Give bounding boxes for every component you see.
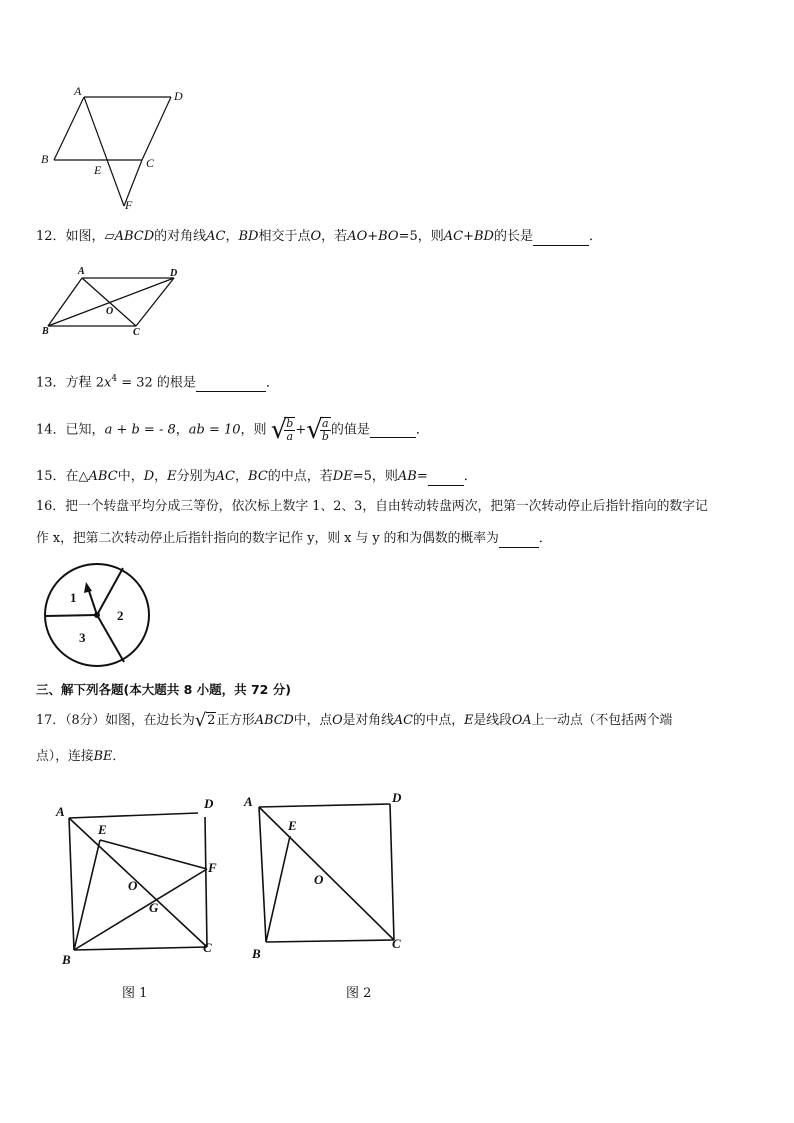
q15-text: = <box>416 469 428 484</box>
label-b: B <box>62 952 71 967</box>
q15-bc: BC <box>248 469 268 484</box>
question-number: 17． <box>36 713 66 728</box>
q12-text: =5，则 <box>398 229 444 244</box>
label-c: C <box>133 327 140 338</box>
q17-text: 正方形 <box>216 713 255 728</box>
label-o: O <box>128 878 138 893</box>
question-17-line1: 17．（8分）如图，在边长为√2正方形ABCD中，点O是对角线AC的中点，E是线段OA上一动点（不包括两个端 <box>36 710 673 731</box>
q12-ac: AC <box>206 229 226 244</box>
spinner-svg <box>42 562 154 670</box>
label-c: C <box>146 156 155 170</box>
q15-de: DE <box>332 469 353 484</box>
label-g: G <box>149 900 159 915</box>
sqrt-radicand: 2 <box>207 713 216 728</box>
label-f: F <box>125 198 133 212</box>
q12-text: 的长是 <box>493 229 533 244</box>
label-c: C <box>392 936 401 951</box>
question-number: 13． <box>36 375 66 391</box>
condition-sum: a + b = - 8 <box>104 422 176 438</box>
label-c: C <box>203 940 212 955</box>
label-a: A <box>78 266 85 277</box>
parallelogram-symbol: ▱ <box>104 229 115 244</box>
q17-ac: AC <box>393 713 413 728</box>
q12-text: 相交于点 <box>258 229 311 244</box>
question-14 <box>36 412 429 452</box>
figure-parallelogram-o-svg <box>40 266 190 342</box>
label-o: O <box>314 872 324 887</box>
q17-abcd: ABCD <box>254 713 294 728</box>
section-heading: 三、解下列各题(本大题共 8 小题，共 72 分) <box>36 682 291 697</box>
figure-2-caption: 图 2 <box>346 986 372 1001</box>
fraction-numerator: a <box>320 418 331 431</box>
q15-text: ， <box>154 469 168 484</box>
q17-text: 是对角线 <box>342 713 394 728</box>
q17-oa: OA <box>511 713 532 728</box>
q17-text: 是线段 <box>473 713 512 728</box>
fraction-denominator: a <box>286 429 294 443</box>
label-b: B <box>42 326 49 337</box>
question-number: 15． <box>36 469 66 484</box>
label-b: B <box>252 946 261 961</box>
q12-abcd: ABCD <box>114 229 155 244</box>
equation-var: x <box>103 375 112 391</box>
q12-bd: BD <box>238 229 259 244</box>
label-a: A <box>56 804 65 819</box>
q15-ac: AC <box>215 469 236 484</box>
q16-text: 作 x，把第二次转动停止后指针指向的数字记作 y，则 x 与 y 的和为偶数的概率为 <box>36 531 499 546</box>
q15-end: ． <box>463 469 477 484</box>
question-16-line2 <box>36 530 552 548</box>
plus-sign: + <box>295 422 307 438</box>
q17-be: BE <box>93 749 113 764</box>
q12-expr2: AC+BD <box>443 229 494 244</box>
q12-text: 如图， <box>65 229 105 244</box>
answer-blank[interactable] <box>499 533 539 548</box>
answer-blank[interactable] <box>196 377 266 392</box>
q13-text: 方程 <box>65 375 92 391</box>
q12-text: ， <box>225 229 239 244</box>
label-e: E <box>94 163 102 177</box>
sqrt-b-over-a: √ $\frac{b}{a}$ <box>270 414 294 445</box>
q16-text: 把一个转盘平均分成三等份，依次标上数字 1、2、3，自由转动转盘两次，把第一次转动停止后指针指向的数字记 <box>65 499 708 514</box>
label-e: E <box>288 818 297 833</box>
spinner-figure <box>42 562 154 670</box>
q15-text: 中， <box>117 469 144 484</box>
q14-text: ，则 <box>240 422 267 438</box>
question-number: 14． <box>36 422 66 438</box>
figure-parallelogram-o <box>40 266 190 342</box>
question-12 <box>36 228 602 246</box>
q17-text: ． <box>112 749 126 764</box>
q12-o: O <box>310 229 322 244</box>
label-d: D <box>174 89 183 103</box>
q15-e: E <box>167 469 177 484</box>
answer-blank[interactable] <box>370 423 416 438</box>
q16-end: ． <box>538 531 552 546</box>
q15-abc: ABC <box>88 469 118 484</box>
q14-end: ． <box>415 422 429 438</box>
question-16-line1 <box>36 498 708 516</box>
question-number: 12． <box>36 229 66 244</box>
figure-1-caption: 图 1 <box>122 986 148 1001</box>
label-e: E <box>98 822 107 837</box>
q17-text: 点），连接 <box>36 749 94 764</box>
fraction-denominator: b <box>321 429 329 443</box>
q14-text: 已知， <box>65 422 105 438</box>
q17-text: 中，点 <box>293 713 333 728</box>
q13-end: ． <box>265 375 279 391</box>
answer-blank[interactable] <box>428 471 464 486</box>
q15-text: =5，则 <box>352 469 398 484</box>
label-o: O <box>106 306 114 317</box>
spinner-label-2: 2 <box>117 608 124 623</box>
label-d: D <box>204 796 214 811</box>
q15-text: 分别为 <box>176 469 216 484</box>
sqrt-a-over-b: √ $\frac{a}{b}$ <box>306 414 329 445</box>
q17-o: O <box>332 713 343 728</box>
question-number: 16． <box>36 499 66 514</box>
equation-exponent: 4 <box>111 374 118 384</box>
q15-text: 的中点，若 <box>267 469 333 484</box>
q14-text: ， <box>175 422 189 438</box>
label-d: D <box>170 268 178 279</box>
question-15 <box>36 468 477 486</box>
q15-ab: AB <box>397 469 417 484</box>
q14-text: 的值是 <box>330 422 370 438</box>
q15-text: 在△ <box>65 469 89 484</box>
spinner-label-1: 1 <box>70 590 77 605</box>
q12-expr1: AO+BO <box>347 229 399 244</box>
fraction-numerator: b <box>286 416 294 430</box>
label-d: D <box>392 790 402 805</box>
q13-text: 的根是 <box>156 375 196 391</box>
figure-square-1 <box>52 792 232 972</box>
answer-blank[interactable] <box>533 231 589 246</box>
label-f: F <box>208 860 217 875</box>
equation-rhs: = 32 <box>117 375 153 391</box>
q17-text: 的中点， <box>412 713 465 728</box>
q17-e: E <box>464 713 474 728</box>
q15-d: D <box>143 469 155 484</box>
spinner-label-3: 3 <box>79 630 86 645</box>
question-13 <box>36 370 279 392</box>
q17-text: 上一动点（不包括两个端 <box>531 713 673 728</box>
figure-parallelogram-ef <box>36 84 196 216</box>
q17-text: （8分）如图，在边长为 <box>65 713 195 728</box>
q12-end: ． <box>588 229 602 244</box>
q15-text: ， <box>235 469 249 484</box>
label-b: B <box>41 152 49 166</box>
label-a: A <box>74 84 82 98</box>
question-17-line2 <box>36 748 125 766</box>
figure-square-2 <box>242 790 418 966</box>
label-a: A <box>244 794 253 809</box>
figure-parallelogram-ef-svg <box>36 84 196 216</box>
equation-coef: 2 <box>95 375 104 391</box>
q12-text: 的对角线 <box>154 229 207 244</box>
q12-text: ，若 <box>321 229 348 244</box>
condition-product: ab = 10 <box>188 422 241 438</box>
